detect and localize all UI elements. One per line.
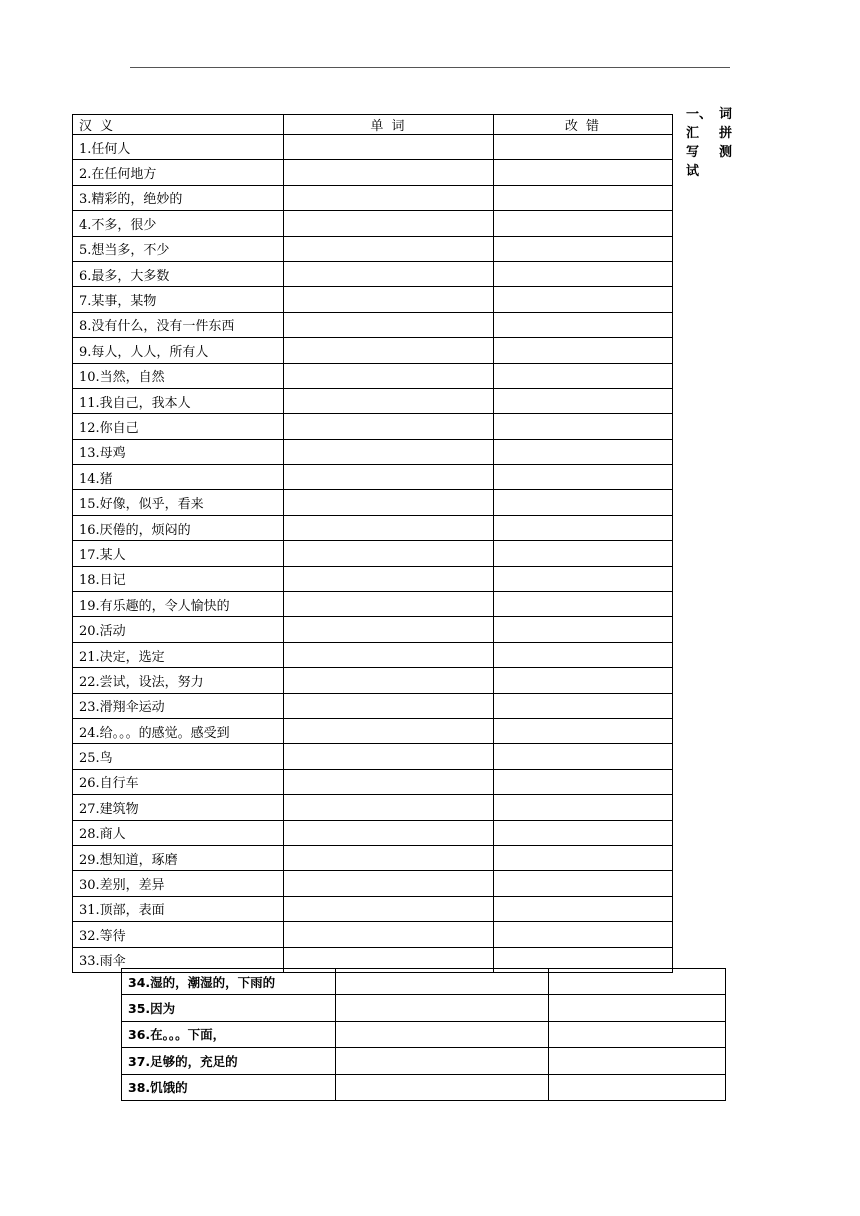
meaning-cell: 23.滑翔伞运动 — [73, 693, 284, 718]
word-answer-cell[interactable] — [284, 871, 494, 896]
correction-cell[interactable] — [494, 185, 673, 210]
table-row — [122, 1048, 726, 1074]
table-row — [73, 338, 673, 363]
meaning-cell: 20.活动 — [73, 617, 284, 642]
table-row — [73, 820, 673, 845]
correction-cell[interactable] — [549, 969, 726, 995]
meaning-cell: 31.顶部，表面 — [73, 896, 284, 921]
word-answer-cell[interactable] — [284, 820, 494, 845]
correction-cell[interactable] — [494, 135, 673, 160]
meaning-cell: 36.在。。。下面， — [122, 1021, 336, 1047]
word-answer-cell[interactable] — [284, 414, 494, 439]
correction-cell[interactable] — [494, 490, 673, 515]
word-answer-cell[interactable] — [284, 795, 494, 820]
meaning-cell: 21.决定，选定 — [73, 642, 284, 667]
correction-cell[interactable] — [494, 515, 673, 540]
table-row — [73, 439, 673, 464]
table-header-row — [73, 115, 673, 135]
heading-line — [686, 124, 732, 143]
correction-cell[interactable] — [494, 439, 673, 464]
correction-cell[interactable] — [494, 363, 673, 388]
correction-cell[interactable] — [494, 261, 673, 286]
word-answer-cell[interactable] — [284, 668, 494, 693]
table-row — [73, 642, 673, 667]
word-answer-cell[interactable] — [284, 896, 494, 921]
table-row — [122, 1021, 726, 1047]
word-answer-cell[interactable] — [284, 541, 494, 566]
word-answer-cell[interactable] — [336, 969, 549, 995]
header-rule — [130, 67, 730, 68]
word-answer-cell[interactable] — [284, 744, 494, 769]
correction-cell[interactable] — [549, 1021, 726, 1047]
table-row — [73, 769, 673, 794]
correction-cell[interactable] — [494, 642, 673, 667]
section-heading — [686, 105, 732, 181]
meaning-cell: 7.某事，某物 — [73, 287, 284, 312]
word-answer-cell[interactable] — [284, 465, 494, 490]
table-row — [73, 490, 673, 515]
word-answer-cell[interactable] — [284, 922, 494, 947]
meaning-cell: 12.你自己 — [73, 414, 284, 439]
meaning-cell: 34.湿的，潮湿的，下雨的 — [122, 969, 336, 995]
meaning-cell: 19.有乐趣的，令人愉快的 — [73, 592, 284, 617]
correction-cell[interactable] — [494, 312, 673, 337]
meaning-cell: 29.想知道，琢磨 — [73, 845, 284, 870]
meaning-cell: 30.差别，差异 — [73, 871, 284, 896]
table-row — [73, 845, 673, 870]
heading-line — [686, 105, 732, 124]
heading-char: 一、 — [686, 107, 713, 122]
correction-cell[interactable] — [494, 769, 673, 794]
correction-cell[interactable] — [494, 236, 673, 261]
meaning-cell: 15.好像，似乎，看来 — [73, 490, 284, 515]
word-answer-cell[interactable] — [336, 995, 549, 1021]
word-answer-cell[interactable] — [284, 617, 494, 642]
heading-line — [686, 162, 732, 181]
correction-cell[interactable] — [494, 414, 673, 439]
correction-cell[interactable] — [549, 995, 726, 1021]
vocabulary-table — [72, 114, 673, 973]
correction-cell[interactable] — [494, 845, 673, 870]
heading-char: 试 — [686, 164, 700, 179]
heading-char: 拼 — [718, 126, 732, 141]
correction-cell[interactable] — [494, 693, 673, 718]
word-answer-cell[interactable] — [284, 566, 494, 591]
meaning-cell: 14.猪 — [73, 465, 284, 490]
meaning-cell: 11.我自己，我本人 — [73, 388, 284, 413]
word-answer-cell[interactable] — [284, 211, 494, 236]
correction-cell[interactable] — [494, 820, 673, 845]
correction-cell[interactable] — [549, 1074, 726, 1100]
table-row — [73, 261, 673, 286]
word-answer-cell[interactable] — [336, 1048, 549, 1074]
word-answer-cell[interactable] — [284, 236, 494, 261]
heading-char: 测 — [718, 145, 732, 160]
table-row — [73, 465, 673, 490]
correction-cell[interactable] — [494, 160, 673, 185]
correction-cell[interactable] — [494, 896, 673, 921]
heading-char: 汇 — [686, 126, 700, 141]
meaning-cell: 22.尝试，设法，努力 — [73, 668, 284, 693]
meaning-cell: 8.没有什么，没有一件东西 — [73, 312, 284, 337]
meaning-cell: 13.母鸡 — [73, 439, 284, 464]
word-answer-cell[interactable] — [284, 363, 494, 388]
word-answer-cell[interactable] — [284, 160, 494, 185]
correction-cell[interactable] — [549, 1048, 726, 1074]
word-answer-cell[interactable] — [284, 515, 494, 540]
correction-cell[interactable] — [494, 718, 673, 743]
meaning-cell: 18.日记 — [73, 566, 284, 591]
correction-cell[interactable] — [494, 388, 673, 413]
table-row — [73, 541, 673, 566]
meaning-cell: 24.给。。。的感觉。感受到 — [73, 718, 284, 743]
meaning-cell: 10.当然，自然 — [73, 363, 284, 388]
meaning-cell: 4.不多，很少 — [73, 211, 284, 236]
meaning-cell: 28.商人 — [73, 820, 284, 845]
word-answer-cell[interactable] — [284, 769, 494, 794]
correction-cell[interactable] — [494, 541, 673, 566]
correction-cell[interactable] — [494, 617, 673, 642]
correction-cell[interactable] — [494, 744, 673, 769]
meaning-cell: 25.鸟 — [73, 744, 284, 769]
word-answer-cell[interactable] — [284, 388, 494, 413]
heading-char: 词 — [718, 107, 732, 122]
meaning-cell: 3.精彩的，绝妙的 — [73, 185, 284, 210]
table-row — [73, 185, 673, 210]
correction-cell[interactable] — [494, 795, 673, 820]
table-row — [73, 388, 673, 413]
meaning-cell: 38.饥饿的 — [122, 1074, 336, 1100]
word-answer-cell[interactable] — [284, 261, 494, 286]
word-answer-cell[interactable] — [284, 338, 494, 363]
table-row — [122, 969, 726, 995]
word-answer-cell[interactable] — [284, 312, 494, 337]
heading-line — [686, 143, 732, 162]
table-row — [73, 135, 673, 160]
word-answer-cell[interactable] — [284, 135, 494, 160]
meaning-cell: 27.建筑物 — [73, 795, 284, 820]
table-row — [73, 668, 673, 693]
meaning-cell: 33.雨伞 — [73, 947, 284, 972]
meaning-cell: 1.任何人 — [73, 135, 284, 160]
word-answer-cell[interactable] — [336, 1074, 549, 1100]
table-row — [73, 617, 673, 642]
correction-cell[interactable] — [494, 287, 673, 312]
heading-char: 写 — [686, 145, 700, 160]
word-answer-cell[interactable] — [284, 718, 494, 743]
correction-cell[interactable] — [494, 668, 673, 693]
correction-cell[interactable] — [494, 211, 673, 236]
table-row — [73, 236, 673, 261]
word-answer-cell[interactable] — [284, 439, 494, 464]
correction-cell[interactable] — [494, 338, 673, 363]
meaning-cell: 6.最多，大多数 — [73, 261, 284, 286]
table-row — [73, 896, 673, 921]
word-answer-cell[interactable] — [284, 287, 494, 312]
table-row — [73, 363, 673, 388]
word-answer-cell[interactable] — [284, 845, 494, 870]
word-answer-cell[interactable] — [284, 642, 494, 667]
correction-cell[interactable] — [494, 566, 673, 591]
table-row — [122, 995, 726, 1021]
correction-cell[interactable] — [494, 465, 673, 490]
meaning-cell: 35.因为 — [122, 995, 336, 1021]
meaning-cell: 32.等待 — [73, 922, 284, 947]
header-correction: 改 错 — [494, 115, 673, 135]
word-answer-cell[interactable] — [284, 490, 494, 515]
table-row — [73, 592, 673, 617]
table-row — [73, 693, 673, 718]
word-answer-cell[interactable] — [284, 185, 494, 210]
meaning-cell: 16.厌倦的，烦闷的 — [73, 515, 284, 540]
meaning-cell: 17.某人 — [73, 541, 284, 566]
table-row — [73, 566, 673, 591]
word-answer-cell[interactable] — [284, 693, 494, 718]
table-row — [73, 922, 673, 947]
table-row — [73, 718, 673, 743]
vocabulary-table-continued — [121, 968, 726, 1101]
meaning-cell: 37.足够的，充足的 — [122, 1048, 336, 1074]
header-word: 单 词 — [284, 115, 494, 135]
table-row — [73, 871, 673, 896]
word-answer-cell[interactable] — [336, 1021, 549, 1047]
meaning-cell: 26.自行车 — [73, 769, 284, 794]
table-row — [122, 1074, 726, 1100]
correction-cell[interactable] — [494, 592, 673, 617]
table-row — [73, 795, 673, 820]
correction-cell[interactable] — [494, 871, 673, 896]
table-row — [73, 160, 673, 185]
table-row — [73, 287, 673, 312]
table-row — [73, 211, 673, 236]
meaning-cell: 5.想当多，不少 — [73, 236, 284, 261]
table-row — [73, 515, 673, 540]
meaning-cell: 2.在任何地方 — [73, 160, 284, 185]
meaning-cell: 9.每人，人人，所有人 — [73, 338, 284, 363]
correction-cell[interactable] — [494, 922, 673, 947]
table-row — [73, 744, 673, 769]
header-meaning: 汉 义 — [73, 115, 284, 135]
table-row — [73, 312, 673, 337]
word-answer-cell[interactable] — [284, 592, 494, 617]
table-row — [73, 414, 673, 439]
